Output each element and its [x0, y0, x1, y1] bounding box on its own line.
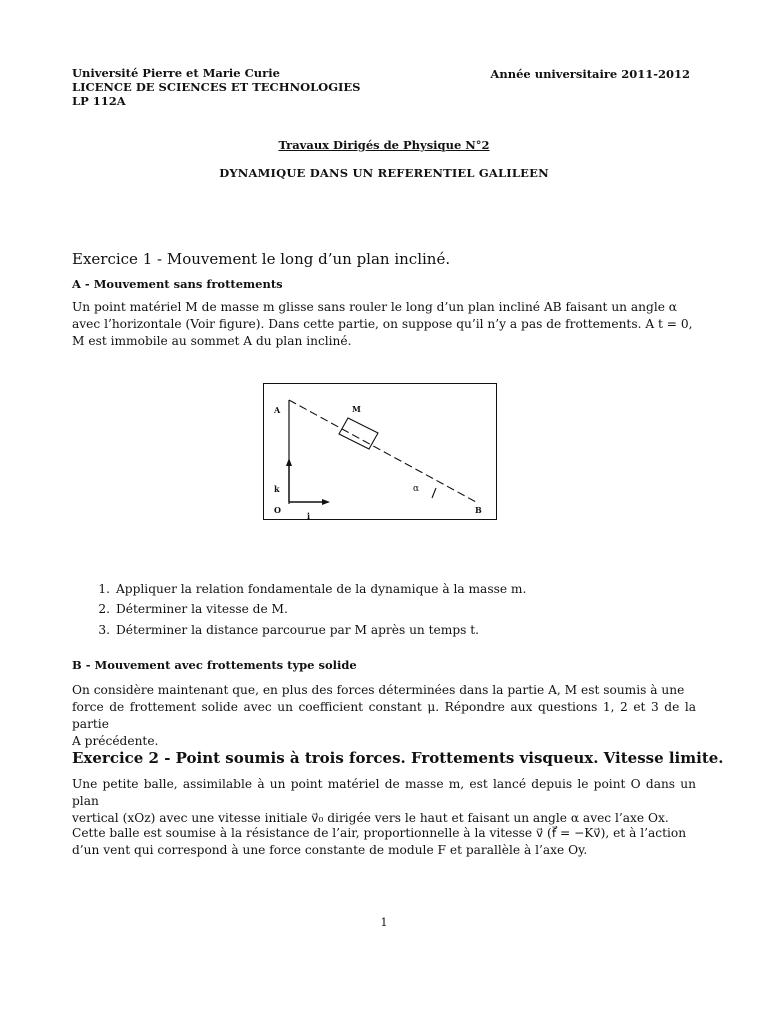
- list-item: [88, 602, 288, 616]
- question-number: 3.: [98, 623, 110, 637]
- question-number: 1.: [98, 582, 110, 596]
- document-subtitle: DYNAMIQUE DANS UN REFERENTIEL GALILEEN: [219, 166, 549, 180]
- label-o: O: [274, 505, 281, 515]
- label-k: k: [274, 484, 280, 494]
- list-item: [88, 623, 479, 637]
- label-i: i: [307, 511, 311, 521]
- exercise2-heading: Exercice 2 - Point soumis à trois forces. Frottements visqueux. Vitesse limite.: [72, 749, 724, 767]
- exercise1-partA-heading: A - Mouvement sans frottements: [72, 277, 283, 291]
- document-title: Travaux Dirigés de Physique N°2: [278, 138, 490, 152]
- exercise1-partA-text: [72, 299, 696, 350]
- block-m: [339, 418, 378, 449]
- label-alpha: α: [413, 484, 420, 494]
- angle-mark: [432, 488, 436, 498]
- i-arrowhead: [322, 499, 330, 505]
- university-name: Université Pierre et Marie Curie: [72, 66, 280, 80]
- question-text: Déterminer la distance parcourue par M après un temps t.: [116, 623, 480, 637]
- course-code: LP 112A: [72, 94, 126, 108]
- question-text: Déterminer la vitesse de M.: [116, 602, 288, 616]
- exercise2-para2: [72, 825, 696, 859]
- licence-name: LICENCE DE SCIENCES ET TECHNOLOGIES: [72, 80, 361, 94]
- text-line: M est immobile au sommet A du plan incliné.: [72, 334, 352, 348]
- figure-drawing: [264, 384, 495, 518]
- exercise1-partB-heading: B - Mouvement avec frottements type solide: [72, 658, 357, 672]
- question-text: Appliquer la relation fondamentale de la dynamique à la masse m.: [116, 582, 527, 596]
- academic-year: Année universitaire 2011-2012: [490, 67, 690, 81]
- text-line: Cette balle est soumise à la résistance de l’air, proportionnelle à la vitesse v⃗ (f⃗ = −Kv⃗), et à l’action: [72, 826, 687, 840]
- text-line: On considère maintenant que, en plus des forces déterminées dans la partie A, M est soumis à une: [72, 683, 685, 697]
- exercise2-para1: [72, 776, 696, 827]
- page-number: 1: [380, 916, 388, 929]
- text-line: A précédente.: [72, 734, 159, 748]
- label-b: B: [475, 505, 482, 515]
- k-arrowhead: [286, 458, 292, 466]
- text-line: force de frottement solide avec un coefficient constant μ. Répondre aux questions 1, 2 et 3 de la partie: [72, 700, 696, 731]
- text-line: avec l’horizontale (Voir figure). Dans cette partie, on suppose qu’il n’y a pas de frottements. A t = 0,: [72, 317, 693, 331]
- inclined-plane-figure: [263, 383, 497, 520]
- text-line: vertical (xOz) avec une vitesse initiale v⃗₀ dirigée vers le haut et faisant un angle α avec l’axe Ox.: [72, 811, 669, 825]
- header-left: [72, 66, 360, 108]
- list-item: [88, 582, 526, 596]
- question-number: 2.: [98, 602, 110, 616]
- text-line: Un point matériel M de masse m glisse sans rouler le long d’un plan incliné AB faisant un angle α: [72, 300, 678, 314]
- text-line: d’un vent qui correspond à une force constante de module F et parallèle à l’axe Oy.: [72, 843, 588, 857]
- label-a: A: [274, 405, 281, 415]
- inclined-plane-line: [289, 400, 476, 502]
- exercise1-heading: Exercice 1 - Mouvement le long d’un plan incliné.: [72, 250, 451, 268]
- label-m: M: [352, 404, 361, 414]
- text-line: Une petite balle, assimilable à un point matériel de masse m, est lancé depuis le point O dans un plan: [72, 777, 696, 808]
- exercise1-partB-text: [72, 682, 696, 750]
